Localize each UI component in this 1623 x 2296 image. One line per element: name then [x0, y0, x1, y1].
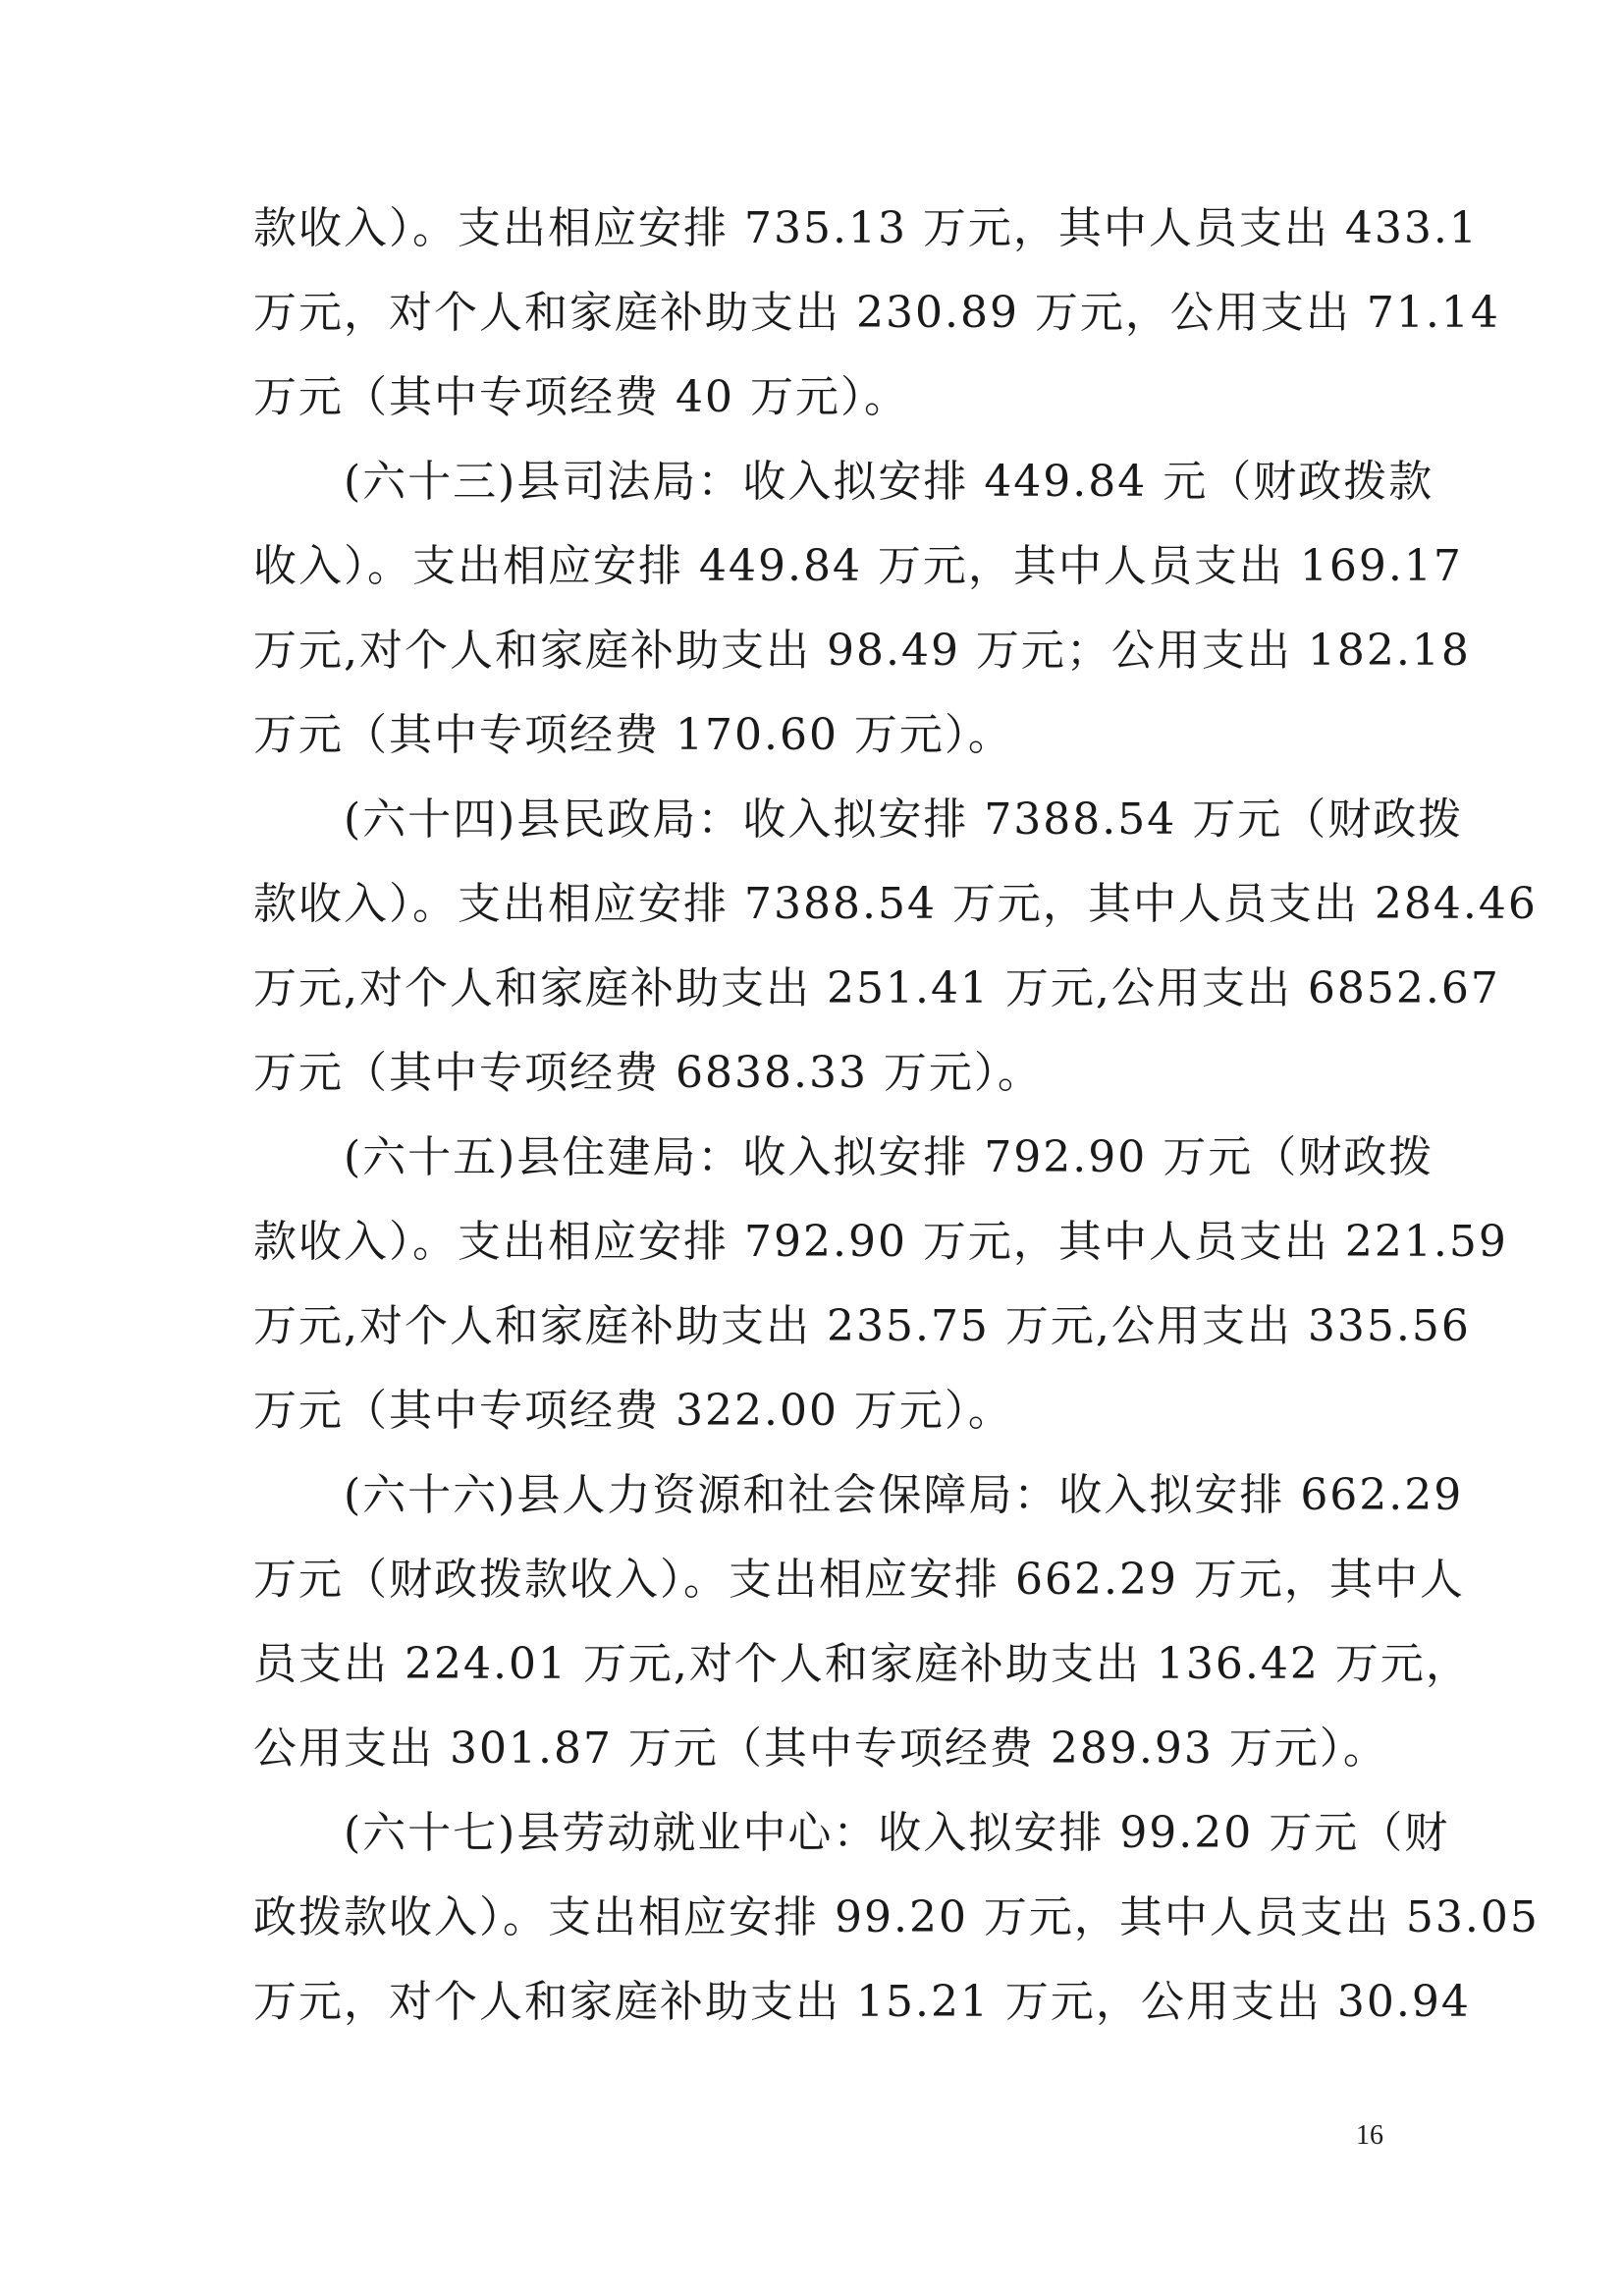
paragraph-heading-line: (六十五)县住建局：收入拟安排 792.90 万元（财政拨 [344, 1132, 1434, 1182]
text-line: 款收入）。支出相应安排 7388.54 万元，其中人员支出 284.46 [253, 879, 1538, 929]
text-line: 万元（其中专项经费 6838.33 万元）。 [253, 1048, 1043, 1098]
text-line: 万元,对个人和家庭补助支出 251.41 万元,公用支出 6852.67 [253, 963, 1500, 1013]
page-number: 16 [1356, 2120, 1383, 2151]
text-line: 款收入）。支出相应安排 792.90 万元，其中人员支出 221.59 [253, 1217, 1508, 1267]
text-line: 员支出 224.01 万元,对个人和家庭补助支出 136.42 万元， [253, 1639, 1471, 1689]
text-line: 款收入）。支出相应安排 735.13 万元，其中人员支出 433.1 [253, 203, 1479, 253]
text-line: 万元（财政拨款收入）。支出相应安排 662.29 万元，其中人 [253, 1555, 1465, 1605]
text-line: 万元（其中专项经费 322.00 万元）。 [253, 1386, 1013, 1436]
paragraph-heading-line: (六十六)县人力资源和社会保障局：收入拟安排 662.29 [344, 1470, 1464, 1520]
text-line: 收入）。支出相应安排 449.84 万元，其中人员支出 169.17 [253, 541, 1463, 591]
text-line: 政拨款收入）。支出相应安排 99.20 万元，其中人员支出 53.05 [253, 1892, 1540, 1942]
paragraph-heading-line: (六十四)县民政局：收入拟安排 7388.54 万元（财政拨 [344, 794, 1464, 845]
text-line: 万元,对个人和家庭补助支出 235.75 万元,公用支出 335.56 [253, 1301, 1471, 1351]
text-line: 万元，对个人和家庭补助支出 15.21 万元，公用支出 30.94 [253, 1977, 1471, 2027]
text-line: 万元（其中专项经费 170.60 万元）。 [253, 710, 1013, 760]
paragraph-heading-line: (六十七)县劳动就业中心：收入拟安排 99.20 万元（财 [344, 1808, 1450, 1858]
text-line: 万元（其中专项经费 40 万元）。 [253, 372, 909, 422]
paragraph-heading-line: (六十三)县司法局：收入拟安排 449.84 元（财政拨款 [344, 457, 1434, 507]
text-line: 万元，对个人和家庭补助支出 230.89 万元，公用支出 71.14 [253, 288, 1500, 338]
text-line: 公用支出 301.87 万元（其中专项经费 289.93 万元）。 [253, 1723, 1388, 1774]
text-line: 万元,对个人和家庭补助支出 98.49 万元；公用支出 182.18 [253, 626, 1471, 676]
